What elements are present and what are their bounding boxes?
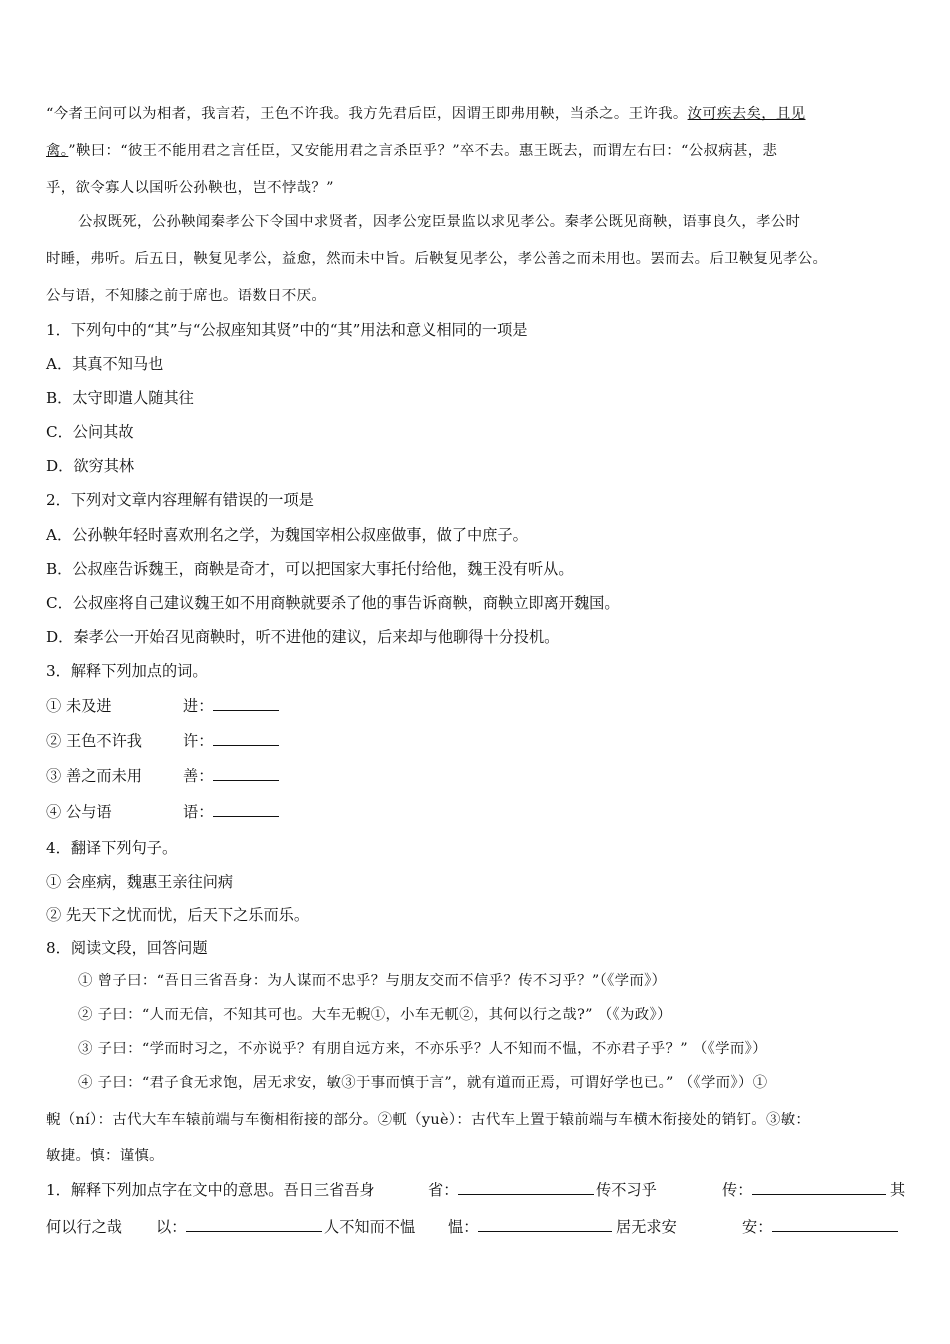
q3-item-2 xyxy=(46,731,906,751)
q3-phrase: ③ 善之而未用 xyxy=(46,767,142,785)
q8-note-line-1: 輗（ní）：古代大车车辕前端与车衡相衔接的部分。②軏（yuè）：古代车上置于辕前端与车横木衔接处的销钉。③敏： xyxy=(46,1112,811,1128)
answer-blank[interactable] xyxy=(772,1217,898,1232)
q3-item-3 xyxy=(46,766,906,786)
q3-word xyxy=(183,696,279,716)
q8-note-line-2: 敏捷。慎：谨慎。 xyxy=(46,1148,164,1164)
q8-sub1-phrase-4: 人不知而不愠 xyxy=(324,1218,416,1236)
q3-phrase: ① 未及进 xyxy=(46,697,112,715)
passage-line-1 xyxy=(46,104,906,124)
answer-blank[interactable] xyxy=(186,1217,322,1232)
q8-sub1-phrase-3-start: 其 xyxy=(890,1181,906,1199)
q3-phrase: ④ 公与语 xyxy=(46,803,112,821)
q8-sub1-word-4 xyxy=(448,1217,612,1237)
q4-stem: 4．翻译下列句子。 xyxy=(46,839,178,857)
q3-phrase: ② 王色不许我 xyxy=(46,732,142,750)
q3-item-1 xyxy=(46,696,906,716)
q2-option-a: A．公孙鞅年轻时喜欢刑名之学，为魏国宰相公叔座做事，做了中庶子。 xyxy=(46,526,528,544)
q4-item-2: ② 先天下之忧而忧，后天下之乐而乐。 xyxy=(46,906,310,924)
q8-stem: 8．阅读文段，回答问题 xyxy=(46,939,208,957)
q2-stem: 2．下列对文章内容理解有错误的一项是 xyxy=(46,491,314,509)
underlined-text: 禽。 xyxy=(46,143,69,159)
answer-blank[interactable] xyxy=(213,731,279,746)
q2-option-d: D．秦孝公一开始召见商鞅时，听不进他的建议，后来却与他聊得十分投机。 xyxy=(46,628,560,646)
q3-word-label: 语： xyxy=(183,803,214,821)
passage-line-3: 乎，欲令寡人以国听公孙鞅也，岂不悖哉？” xyxy=(46,180,334,196)
passage-line-4: 公叔既死，公孙鞅闻秦孝公下令国中求贤者，因孝公宠臣景监以求见孝公。秦孝公既见商鞅，语事良久，孝公时 xyxy=(78,214,801,230)
q1-option-d: D．欲穷其林 xyxy=(46,457,135,475)
answer-blank[interactable] xyxy=(478,1217,612,1232)
answer-blank[interactable] xyxy=(213,766,279,781)
q3-word-label: 许： xyxy=(183,732,214,750)
word-label: 以： xyxy=(156,1218,187,1236)
answer-blank[interactable] xyxy=(213,802,279,817)
q8-sub1-word-1 xyxy=(428,1180,594,1200)
q8-quote-2: ② 子曰：“人而无信，不知其可也。大车无輗①，小车无軏②，其何以行之哉?” （《为政》） xyxy=(78,1007,672,1023)
word-label: 愠： xyxy=(448,1218,479,1236)
answer-blank[interactable] xyxy=(752,1180,886,1195)
q3-stem: 3．解释下列加点的词。 xyxy=(46,662,208,680)
q1-option-b: B．太守即遣人随其往 xyxy=(46,389,194,407)
answer-blank[interactable] xyxy=(458,1180,594,1195)
q3-word xyxy=(183,802,279,822)
q8-quote-3: ③ 子曰：“学而时习之，不亦说乎？有朋自远方来，不亦乐乎？人不知而不愠，不亦君子乎？” （《学而》） xyxy=(78,1041,767,1057)
q4-item-1: ① 会座病，魏惠王亲往问病 xyxy=(46,873,234,891)
q8-sub1-word-5 xyxy=(742,1217,898,1237)
word-label: 安： xyxy=(742,1218,773,1236)
q8-quote-4: ④ 子曰：“君子食无求饱，居无求安，敏③于事而慎于言”，就有道而正焉，可谓好学也已。” （《学而》）① xyxy=(78,1075,768,1091)
q8-sub1-phrase-5: 居无求安 xyxy=(616,1218,677,1236)
q8-sub1-word-3 xyxy=(156,1217,322,1237)
q8-sub1-line-1 xyxy=(46,1180,906,1200)
underlined-text: 汝可疾去矣，且见 xyxy=(687,106,806,122)
q8-quote-1: ① 曾子曰：“吾日三省吾身：为人谋而不忠乎？与朋友交而不信乎？传不习乎？”（《学而》） xyxy=(78,973,667,989)
q3-item-4 xyxy=(46,802,906,822)
q2-option-c: C．公叔座将自己建议魏王如不用商鞅就要杀了他的事告诉商鞅，商鞅立即离开魏国。 xyxy=(46,594,620,612)
q1-stem: 1．下列句中的“其”与“公叔座知其贤”中的“其”用法和意义相同的一项是 xyxy=(46,321,528,339)
passage-line-5: 时睡，弗听。后五日，鞅复见孝公，益愈，然而未中旨。后鞅复见孝公，孝公善之而未用也。罢而去。后卫鞅复见孝公。 xyxy=(46,251,828,267)
answer-blank[interactable] xyxy=(213,696,279,711)
q1-option-a: A．其真不知马也 xyxy=(46,355,164,373)
q2-option-b: B．公叔座告诉魏王，商鞅是奇才，可以把国家大事托付给他，魏王没有听从。 xyxy=(46,560,574,578)
q3-word xyxy=(183,766,279,786)
q3-word-label: 进： xyxy=(183,697,214,715)
word-label: 省： xyxy=(428,1181,459,1199)
q8-sub1-phrase-2: 传不习乎 xyxy=(596,1181,657,1199)
passage-text: ”鞅曰：“彼王不能用君之言任臣，又安能用君之言杀臣乎？”卒不去。惠王既去，而谓左右曰：“公叔病甚，悲 xyxy=(68,143,778,159)
q1-option-c: C．公问其故 xyxy=(46,423,134,441)
passage-text: “今者王问可以为相者，我言若，王色不许我。我方先君后臣，因谓王即弗用鞅，当杀之。王许我。 xyxy=(46,106,688,122)
q3-word-label: 善： xyxy=(183,767,214,785)
q8-sub1-line-2 xyxy=(46,1217,906,1237)
q8-sub1-phrase-3: 何以行之哉 xyxy=(46,1218,122,1236)
q8-sub1-word-2 xyxy=(722,1180,886,1200)
passage-line-6: 公与语，不知膝之前于席也。语数日不厌。 xyxy=(46,288,327,304)
passage-line-2 xyxy=(46,141,906,161)
q3-word xyxy=(183,731,279,751)
word-label: 传： xyxy=(722,1181,753,1199)
q8-sub1-stem: 1．解释下列加点字在文中的意思。吾日三省吾身 xyxy=(46,1181,375,1199)
